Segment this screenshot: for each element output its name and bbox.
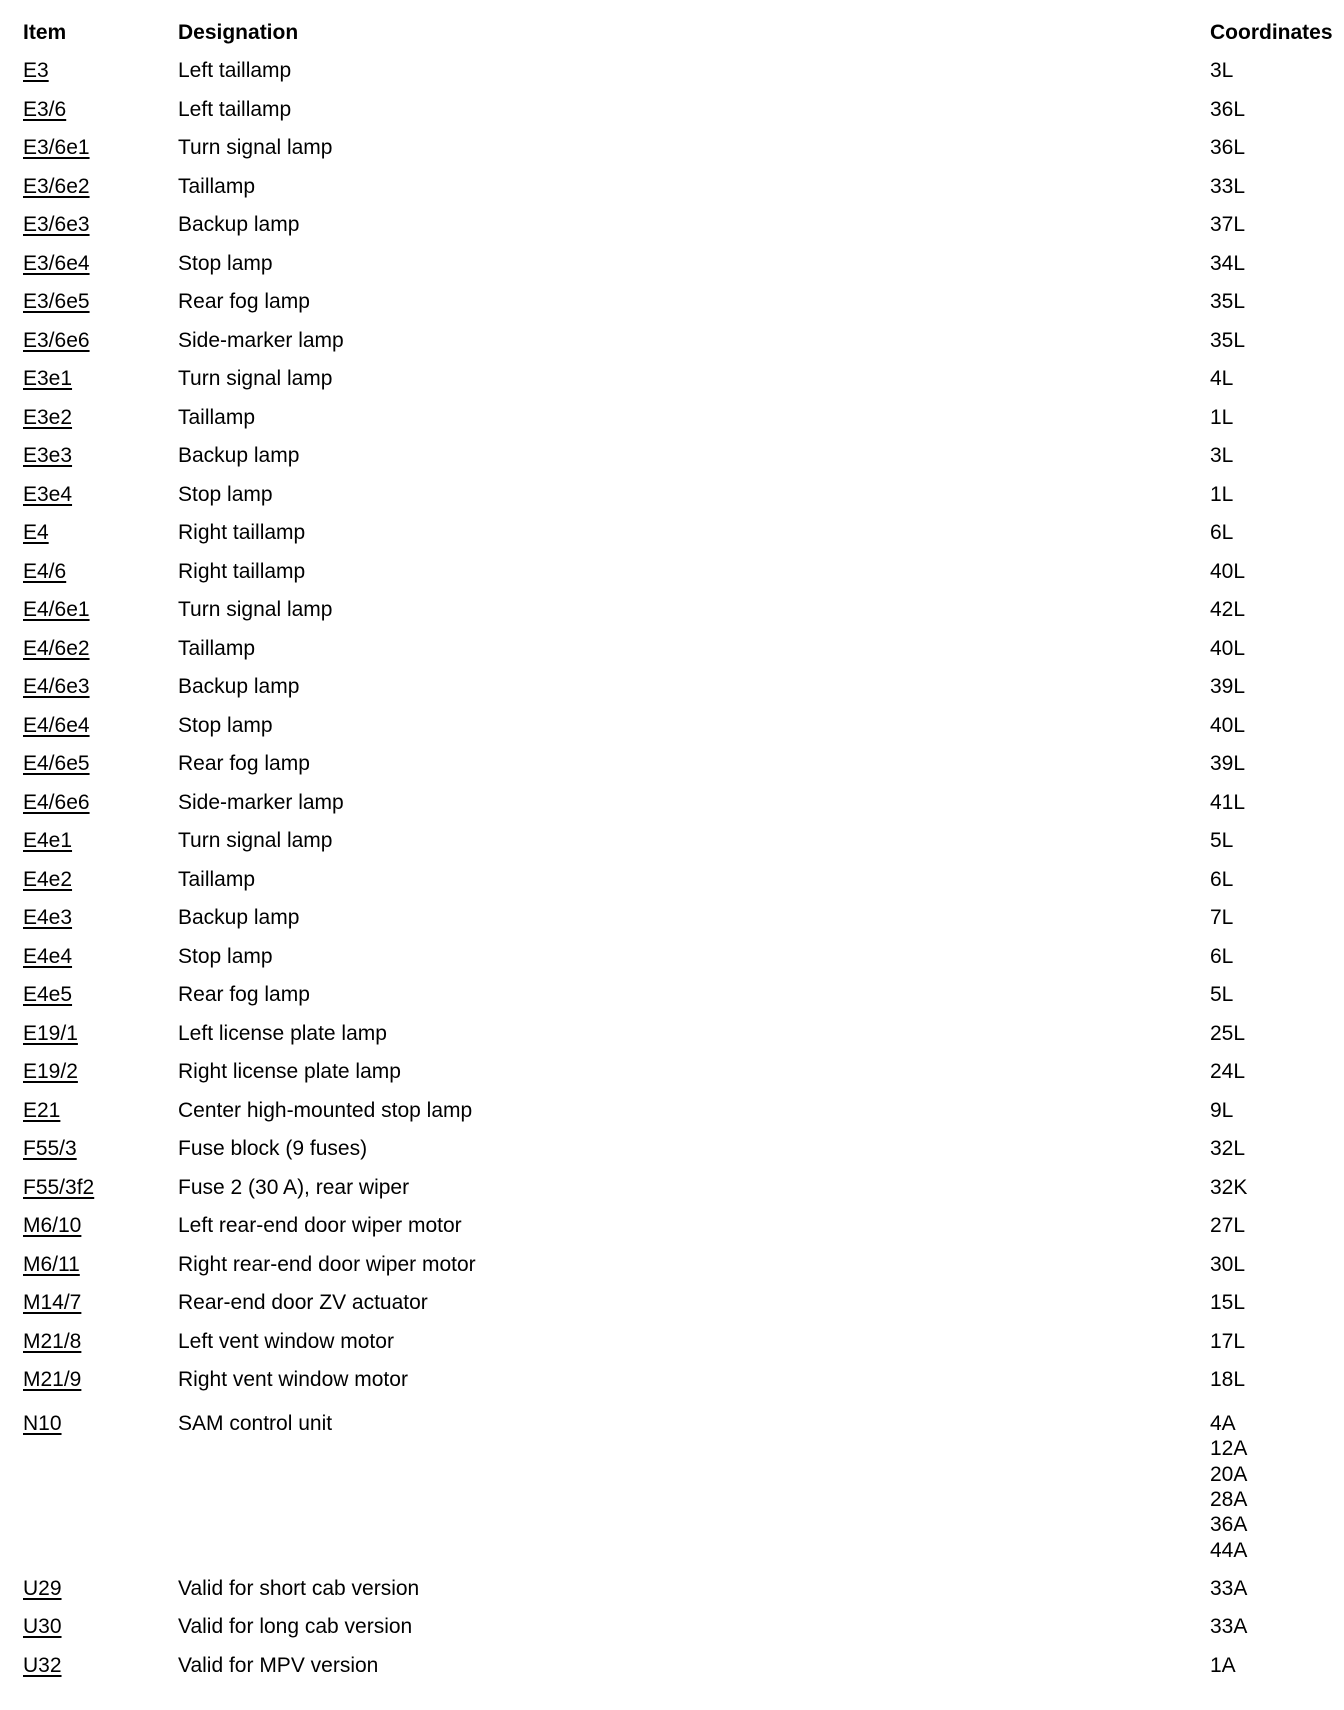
item-link[interactable]: E4/6e4	[23, 713, 90, 737]
designation-cell: SAM control unit	[178, 1411, 333, 1435]
coordinate-value: 3L	[1210, 59, 1234, 83]
designation-cell: Valid for MPV version	[178, 1653, 379, 1677]
item-cell	[23, 245, 90, 284]
coordinate-value: 40L	[1210, 559, 1246, 583]
table-row	[0, 399, 1344, 438]
coordinate-value: 39L	[1210, 675, 1246, 699]
item-cell	[23, 630, 90, 669]
designation-cell: Rear fog lamp	[178, 983, 310, 1007]
item-cell	[23, 476, 72, 515]
coordinates-cell	[1210, 1015, 1287, 1054]
coordinates-cell	[1210, 822, 1287, 861]
coordinate-value: 6L	[1210, 521, 1234, 545]
legend-table	[0, 14, 1344, 1686]
item-cell	[23, 514, 49, 553]
coordinates-cell	[1210, 784, 1287, 823]
item-cell	[23, 283, 90, 322]
item-link[interactable]: E3/6e3	[23, 213, 90, 237]
item-link[interactable]: E4/6e3	[23, 675, 90, 699]
item-cell	[23, 1053, 78, 1092]
coordinate-value: 40L	[1210, 713, 1246, 737]
item-cell	[23, 1608, 62, 1647]
item-cell	[23, 976, 72, 1015]
item-link[interactable]: E3e4	[23, 482, 73, 506]
item-cell	[23, 591, 90, 630]
item-link[interactable]: E3/6e4	[23, 251, 90, 275]
coordinates-cell	[1210, 399, 1287, 438]
item-link[interactable]: E4/6	[23, 559, 67, 583]
item-link[interactable]: M14/7	[23, 1291, 82, 1315]
coordinate-value: 28A	[1210, 1487, 1248, 1511]
coordinates-cell	[1210, 630, 1287, 669]
table-row	[0, 283, 1344, 322]
item-link[interactable]: E3/6e5	[23, 290, 90, 314]
designation-cell: Left taillamp	[178, 97, 292, 121]
coordinate-value: 36A	[1210, 1513, 1248, 1537]
coordinate-value: 1L	[1210, 482, 1234, 506]
designation-cell: Left vent window motor	[178, 1329, 394, 1353]
table-row	[0, 630, 1344, 669]
designation-cell: Right vent window motor	[178, 1368, 408, 1392]
item-link[interactable]: E3/6	[23, 97, 67, 121]
item-cell	[23, 1015, 78, 1054]
coordinates-cell	[1210, 245, 1287, 284]
table-row	[0, 591, 1344, 630]
coordinate-value: 24L	[1210, 1060, 1246, 1084]
coordinates-cell	[1210, 1130, 1287, 1169]
designation-cell: Turn signal lamp	[178, 136, 333, 160]
designation-cell: Valid for long cab version	[178, 1615, 413, 1639]
item-link[interactable]: E3e1	[23, 367, 73, 391]
coordinate-value: 40L	[1210, 636, 1246, 660]
table-row	[0, 822, 1344, 861]
designation-cell: Side-marker lamp	[178, 790, 344, 814]
coordinates-cell	[1210, 1361, 1287, 1400]
item-link[interactable]: F55/3f2	[23, 1175, 95, 1199]
item-cell	[23, 668, 90, 707]
coordinate-value: 1A	[1210, 1653, 1236, 1677]
coordinate-value: 27L	[1210, 1214, 1246, 1238]
header-designation: Designation	[178, 20, 299, 44]
coordinate-value: 36L	[1210, 97, 1246, 121]
coordinates-cell	[1210, 1570, 1287, 1609]
designation-cell: Side-marker lamp	[178, 328, 344, 352]
table-row	[0, 360, 1344, 399]
header-coordinates: Coordinates	[1210, 20, 1333, 44]
item-link[interactable]: E3/6e6	[23, 328, 90, 352]
coordinate-value: 3L	[1210, 444, 1234, 468]
coordinate-value: 42L	[1210, 598, 1246, 622]
coordinates-cell	[1210, 668, 1287, 707]
designation-cell: Right taillamp	[178, 559, 306, 583]
table-row	[0, 1246, 1344, 1285]
coordinates-cell	[1210, 1207, 1287, 1246]
table-row	[0, 1361, 1344, 1400]
item-cell	[23, 1411, 62, 1436]
coordinates-cell	[1210, 91, 1287, 130]
coordinates-cell	[1210, 707, 1287, 746]
item-link[interactable]: E4/6e1	[23, 598, 90, 622]
coordinates-cell	[1210, 52, 1287, 91]
table-row	[0, 784, 1344, 823]
item-link[interactable]: E3	[23, 59, 49, 83]
designation-cell: Right license plate lamp	[178, 1060, 401, 1084]
designation-cell: Fuse 2 (30 A), rear wiper	[178, 1175, 410, 1199]
coordinate-value: 41L	[1210, 790, 1246, 814]
item-link[interactable]: E19/1	[23, 1021, 78, 1045]
designation-cell: Stop lamp	[178, 713, 273, 737]
coordinates-cell	[1210, 1608, 1287, 1647]
coordinates-cell	[1210, 861, 1287, 900]
coordinate-value: 1L	[1210, 405, 1234, 429]
item-link[interactable]: E3/6e2	[23, 174, 90, 198]
coordinate-value: 20A	[1210, 1462, 1248, 1486]
item-cell	[23, 707, 90, 746]
item-cell	[23, 745, 90, 784]
table-row	[0, 1647, 1344, 1686]
designation-cell: Taillamp	[178, 867, 256, 891]
item-cell	[23, 1092, 60, 1131]
item-cell	[23, 784, 90, 823]
item-link[interactable]: N10	[23, 1411, 62, 1435]
item-link[interactable]: E4e2	[23, 867, 73, 891]
item-link[interactable]: U30	[23, 1615, 62, 1639]
coordinate-value: 35L	[1210, 328, 1246, 352]
table-row	[0, 1015, 1344, 1054]
designation-cell: Taillamp	[178, 174, 256, 198]
table-row	[0, 861, 1344, 900]
table-row	[0, 1323, 1344, 1362]
designation-cell: Center high-mounted stop lamp	[178, 1098, 473, 1122]
table-row	[0, 668, 1344, 707]
table-row	[0, 91, 1344, 130]
item-link[interactable]: E4e5	[23, 983, 73, 1007]
coordinate-value: 30L	[1210, 1252, 1246, 1276]
designation-cell: Turn signal lamp	[178, 367, 333, 391]
item-link[interactable]: E3/6e1	[23, 136, 90, 160]
coordinates-cell	[1210, 976, 1287, 1015]
table-row	[0, 1092, 1344, 1131]
item-link[interactable]: M6/10	[23, 1214, 82, 1238]
designation-cell: Turn signal lamp	[178, 598, 333, 622]
coordinate-value: 7L	[1210, 906, 1234, 930]
item-cell	[23, 1570, 62, 1609]
item-cell	[23, 1169, 94, 1208]
designation-cell: Right taillamp	[178, 521, 306, 545]
table-row	[0, 1053, 1344, 1092]
table-row	[0, 899, 1344, 938]
item-link[interactable]: E4/6e6	[23, 790, 90, 814]
designation-cell: Rear fog lamp	[178, 290, 310, 314]
item-cell	[23, 129, 90, 168]
item-link[interactable]: E19/2	[23, 1060, 78, 1084]
coordinate-value: 6L	[1210, 944, 1234, 968]
table-row	[0, 52, 1344, 91]
coordinates-cell	[1210, 1169, 1287, 1208]
coordinate-value: 39L	[1210, 752, 1246, 776]
coordinate-value: 32L	[1210, 1137, 1246, 1161]
table-row	[0, 1130, 1344, 1169]
item-cell	[23, 437, 72, 476]
designation-cell: Turn signal lamp	[178, 829, 333, 853]
coordinate-value: 33A	[1210, 1576, 1248, 1600]
designation-cell: Stop lamp	[178, 482, 273, 506]
item-cell	[23, 168, 90, 207]
designation-cell: Rear-end door ZV actuator	[178, 1291, 428, 1315]
coordinates-cell	[1210, 591, 1287, 630]
table-row	[0, 322, 1344, 361]
item-cell	[23, 553, 66, 592]
item-cell	[23, 1246, 80, 1285]
item-link[interactable]: E4e1	[23, 829, 73, 853]
table-row	[0, 1608, 1344, 1647]
coordinates-cell	[1210, 283, 1287, 322]
item-cell	[23, 360, 72, 399]
table-row	[0, 553, 1344, 592]
item-link[interactable]: E4/6e2	[23, 636, 90, 660]
table-row	[0, 437, 1344, 476]
item-link[interactable]: U32	[23, 1653, 62, 1677]
table-row	[0, 938, 1344, 977]
designation-cell: Backup lamp	[178, 213, 300, 237]
coordinates-cell	[1210, 206, 1287, 245]
table-row	[0, 1169, 1344, 1208]
coordinate-value: 12A	[1210, 1437, 1248, 1461]
item-cell	[23, 1207, 81, 1246]
item-link[interactable]: F55/3	[23, 1137, 77, 1161]
table-row	[0, 745, 1344, 784]
table-row	[0, 514, 1344, 553]
coordinates-cell	[1210, 1647, 1287, 1686]
coordinate-value: 5L	[1210, 983, 1234, 1007]
coordinate-value: 35L	[1210, 290, 1246, 314]
coordinates-cell	[1210, 1053, 1287, 1092]
coordinate-value: 6L	[1210, 867, 1234, 891]
designation-cell: Fuse block (9 fuses)	[178, 1137, 368, 1161]
item-link[interactable]: E4e4	[23, 944, 73, 968]
item-cell	[23, 938, 72, 977]
item-cell	[23, 91, 66, 130]
coordinates-cell	[1210, 1092, 1287, 1131]
table-row	[0, 976, 1344, 1015]
coordinate-value: 34L	[1210, 251, 1246, 275]
coordinates-cell	[1210, 1284, 1287, 1323]
table-row	[0, 1207, 1344, 1246]
table-row	[0, 168, 1344, 207]
designation-cell: Left taillamp	[178, 59, 292, 83]
coordinates-cell	[1210, 476, 1287, 515]
designation-cell: Stop lamp	[178, 944, 273, 968]
coordinate-value: 44A	[1210, 1538, 1248, 1562]
coordinates-cell	[1210, 745, 1287, 784]
item-cell	[23, 861, 72, 900]
item-cell	[23, 1647, 62, 1686]
item-link[interactable]: M21/8	[23, 1329, 82, 1353]
table-row	[0, 1284, 1344, 1323]
designation-cell: Taillamp	[178, 636, 256, 660]
item-link[interactable]: E4/6e5	[23, 752, 90, 776]
item-cell	[23, 206, 90, 245]
coordinates-cell	[1210, 129, 1287, 168]
designation-cell: Right rear-end door wiper motor	[178, 1252, 476, 1276]
item-cell	[23, 822, 72, 861]
coordinate-value: 36L	[1210, 136, 1246, 160]
item-link[interactable]: E3e3	[23, 444, 73, 468]
coordinate-value: 17L	[1210, 1329, 1246, 1353]
item-cell	[23, 322, 90, 361]
designation-cell: Left license plate lamp	[178, 1021, 387, 1045]
item-link[interactable]: U29	[23, 1576, 62, 1600]
item-cell	[23, 1361, 81, 1400]
coordinate-value: 15L	[1210, 1291, 1246, 1315]
item-link[interactable]: M6/11	[23, 1252, 80, 1276]
designation-cell: Taillamp	[178, 405, 256, 429]
designation-cell: Backup lamp	[178, 444, 300, 468]
item-link[interactable]: M21/9	[23, 1368, 82, 1392]
table-row	[0, 476, 1344, 515]
table-row	[0, 206, 1344, 245]
designation-cell: Valid for short cab version	[178, 1576, 420, 1600]
table-row	[0, 1570, 1344, 1609]
table-header	[0, 14, 1344, 53]
item-cell	[23, 1284, 81, 1323]
coordinates-cell	[1210, 437, 1287, 476]
coordinates-cell	[1210, 514, 1287, 553]
designation-cell: Rear fog lamp	[178, 752, 310, 776]
designation-cell: Stop lamp	[178, 251, 273, 275]
coordinates-cell	[1210, 322, 1287, 361]
item-link[interactable]: E3e2	[23, 405, 73, 429]
item-cell	[23, 899, 72, 938]
designation-cell: Left rear-end door wiper motor	[178, 1214, 462, 1238]
coordinates-cell	[1210, 899, 1287, 938]
coordinate-value: 37L	[1210, 213, 1246, 237]
coordinates-cell	[1210, 360, 1287, 399]
table-row	[0, 245, 1344, 284]
coordinate-value: 18L	[1210, 1368, 1246, 1392]
table-row	[0, 1400, 1344, 1570]
item-cell	[23, 52, 49, 91]
table-row	[0, 129, 1344, 168]
coordinate-value: 4L	[1210, 367, 1234, 391]
coordinates-cell	[1210, 553, 1287, 592]
coordinate-value: 33L	[1210, 174, 1246, 198]
coordinate-value: 9L	[1210, 1098, 1234, 1122]
coordinates-cell	[1210, 938, 1287, 977]
item-link[interactable]: E21	[23, 1098, 61, 1122]
coordinate-value: 5L	[1210, 829, 1234, 853]
table-row	[0, 707, 1344, 746]
coordinate-value: 32K	[1210, 1175, 1248, 1199]
designation-cell: Backup lamp	[178, 906, 300, 930]
coordinates-cell	[1210, 1411, 1287, 1563]
coordinates-cell	[1210, 168, 1287, 207]
item-link[interactable]: E4e3	[23, 906, 73, 930]
item-link[interactable]: E4	[23, 521, 49, 545]
coordinates-cell	[1210, 1246, 1287, 1285]
item-cell	[23, 1323, 81, 1362]
coordinate-value: 4A	[1210, 1411, 1236, 1435]
item-cell	[23, 399, 72, 438]
coordinate-value: 25L	[1210, 1021, 1246, 1045]
coordinate-value: 33A	[1210, 1615, 1248, 1639]
designation-cell: Backup lamp	[178, 675, 300, 699]
header-item: Item	[23, 20, 67, 44]
coordinates-cell	[1210, 1323, 1287, 1362]
item-cell	[23, 1130, 77, 1169]
